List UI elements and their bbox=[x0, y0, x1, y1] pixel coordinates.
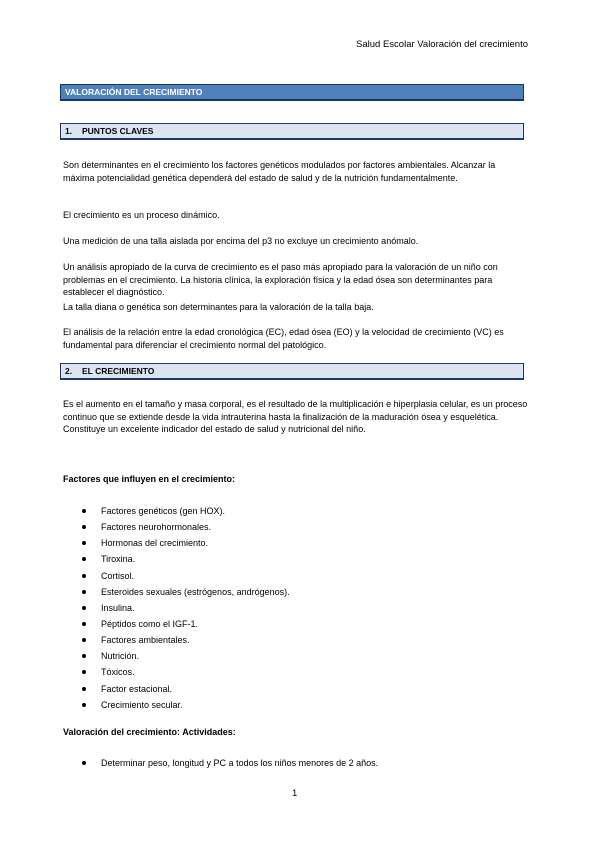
list-item: Insulina. bbox=[82, 600, 290, 616]
bullet-icon bbox=[82, 557, 86, 561]
bullet-icon bbox=[82, 590, 86, 594]
bullet-icon bbox=[82, 606, 86, 610]
list-item: Factores ambientales. bbox=[82, 632, 290, 648]
bullet-icon bbox=[82, 574, 86, 578]
bullet-icon bbox=[82, 703, 86, 707]
section-2-paragraph: Es el aumento en el tamaño y masa corporal, es el resultado de la multiplicación e hiperplasia celular, es un proceso continuo que se extiende desde la vida intrauterina hasta la finalización de la maduración ósea y esquelética. Constituye un excelente indicador del estado de salud y nutricional del niño. bbox=[63, 399, 528, 434]
page-number: 1 bbox=[292, 788, 298, 799]
list-item: Crecimiento secular. bbox=[82, 697, 290, 713]
section-1-paragraph: Una medición de una talla aislada por encima del p3 no excluye un crecimiento anómalo. bbox=[63, 236, 419, 246]
list-item: Hormonas del crecimiento. bbox=[82, 535, 290, 551]
section-1-number: 1. bbox=[65, 126, 73, 136]
list-item: Esteroides sexuales (estrógenos, andrógenos). bbox=[82, 584, 290, 600]
section-2-number: 2. bbox=[65, 366, 73, 376]
list-item: Cortisol. bbox=[82, 568, 290, 584]
list-item: Nutrición. bbox=[82, 648, 290, 664]
main-title-bar bbox=[60, 84, 524, 101]
bullet-icon bbox=[82, 541, 86, 545]
activities-list bbox=[82, 755, 378, 771]
section-1-paragraph: La talla diana o genética son determinantes para la valoración de la talla baja. bbox=[63, 302, 374, 312]
list-item: Factor estacional. bbox=[82, 681, 290, 697]
list-item: Tóxicos. bbox=[82, 664, 290, 680]
factors-heading: Factores que influyen en el crecimiento: bbox=[63, 474, 236, 484]
bullet-icon bbox=[82, 509, 86, 513]
list-item: Determinar peso, longitud y PC a todos los niños menores de 2 años. bbox=[82, 755, 378, 771]
list-item: Péptidos como el IGF-1. bbox=[82, 616, 290, 632]
section-2-heading bbox=[60, 363, 524, 380]
activities-heading: Valoración del crecimiento: Actividades: bbox=[63, 727, 236, 737]
running-header: Salud Escolar Valoración del crecimiento bbox=[356, 39, 528, 50]
list-item: Tiroxina. bbox=[82, 551, 290, 567]
bullet-icon bbox=[82, 670, 86, 674]
section-2-title: EL CRECIMIENTO bbox=[82, 366, 155, 376]
bullet-icon bbox=[82, 638, 86, 642]
section-1-paragraph: El crecimiento es un proceso dinámico. bbox=[63, 210, 220, 220]
section-1-paragraph: El análisis de la relación entre la edad cronológica (EC), edad ósea (EO) y la velocidad de crecimiento (VC) es fundamental para diferenciar el crecimiento normal del patológico. bbox=[63, 327, 504, 350]
section-1-title: PUNTOS CLAVES bbox=[82, 126, 154, 136]
section-1-paragraph: Son determinantes en el crecimiento los factores genéticos modulados por factores ambientales. Alcanzar la máxima potencialidad genética dependerá del estado de salud y de la nutrición fundamentalmente. bbox=[63, 160, 496, 183]
bullet-icon bbox=[82, 654, 86, 658]
list-item: Factores neurohormonales. bbox=[82, 519, 290, 535]
bullet-icon bbox=[82, 687, 86, 691]
bullet-icon bbox=[82, 761, 86, 765]
bullet-icon bbox=[82, 525, 86, 529]
list-item: Factores genéticos (gen HOX). bbox=[82, 503, 290, 519]
factors-list bbox=[82, 503, 290, 713]
section-1-paragraph: Un análisis apropiado de la curva de crecimiento es el paso más apropiado para la valoración de un niño con problemas en el crecimiento. La historia clínica, la exploración física y la edad ósea son determinantes para establecer el diagnóstico. bbox=[63, 262, 498, 297]
main-title: VALORACIÓN DEL CRECIMIENTO bbox=[65, 87, 203, 97]
bullet-icon bbox=[82, 622, 86, 626]
section-1-heading bbox=[60, 123, 524, 140]
